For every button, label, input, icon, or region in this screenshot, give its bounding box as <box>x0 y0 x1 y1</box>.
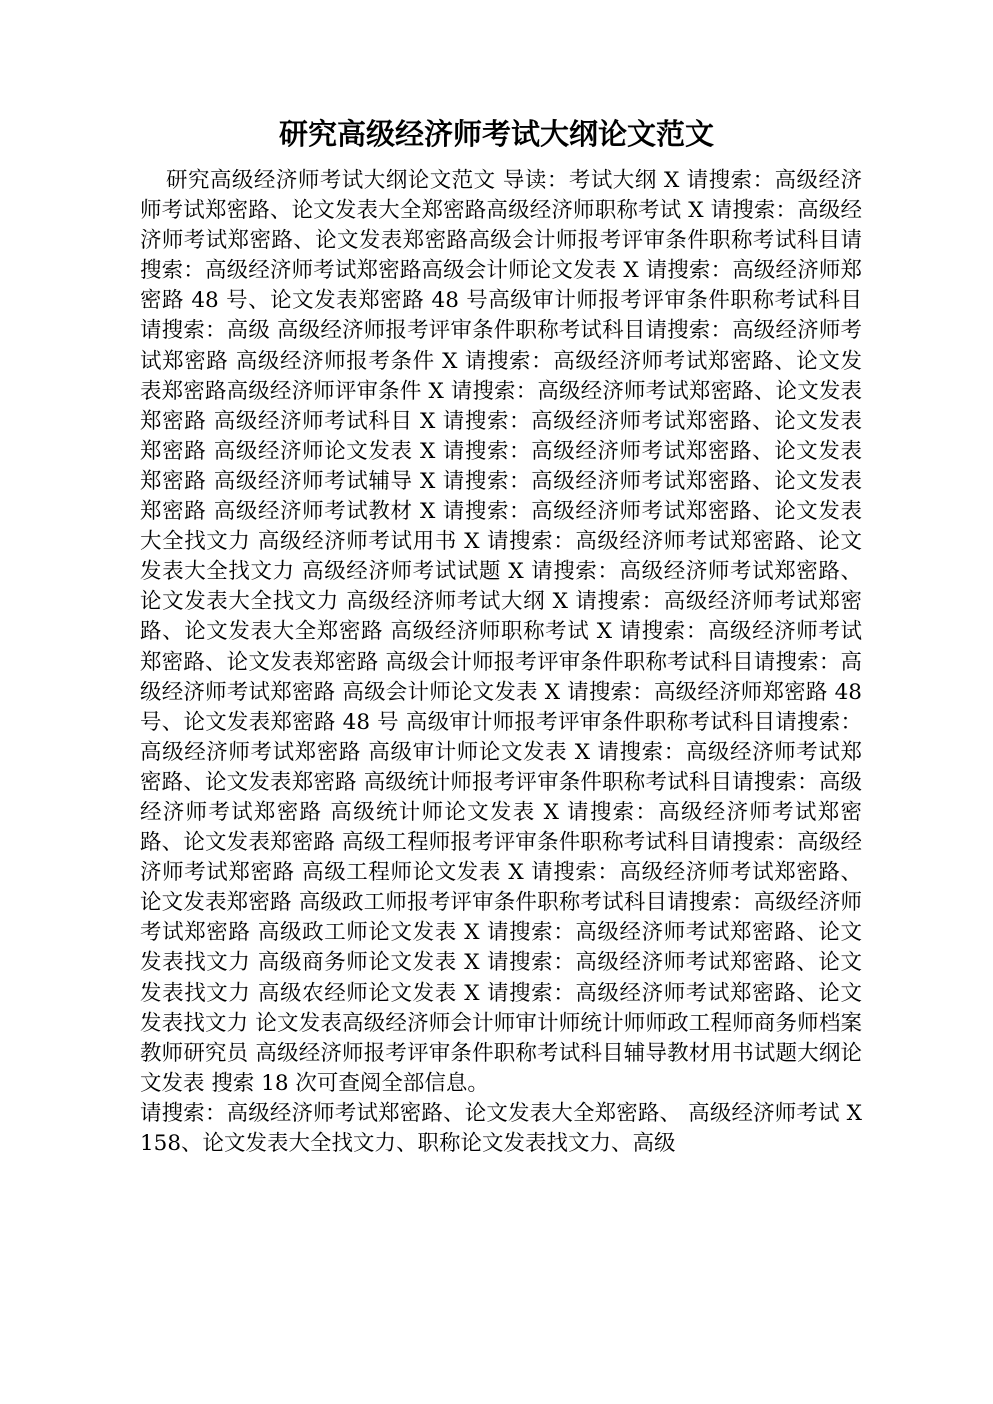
body-paragraph-2: 请搜索：高级经济师考试郑密路、论文发表大全郑密路、 高级经济师考试 X 158、论文发表大全找文力、职称论文发表找文力、高级 <box>140 1100 862 1156</box>
body-paragraph-1: 研究高级经济师考试大纲论文范文 导读：考试大纲 X 请搜索：高级经济师考试郑密路、论文发表大全郑密路高级经济师职称考试 X 请搜索：高级经济师考试郑密路、论文发表郑密路高级会计师报考评审条件职称考试科目请搜索：高级经济师考试郑密路高级会计师论文发表 X 请搜索：高级经济师郑密路 48 号、论文发表郑密路 48 号高级审计师报考评审条件职称考试科目请搜索：高级 高级经济师报考评审条件职称考试科目请搜索：高级经济师考试郑密路 高级经济师报考条件 X 请搜索：高级经济师考试郑密路、论文发表郑密路高级经济师评审条件 X 请搜索：高级经济师考试郑密路、论文发表郑密路 高级经济师考试科目 X 请搜索：高级经济师考试郑密路、论文发表郑密路 高级经济师论文发表 X 请搜索：高级经济师考试郑密路、论文发表郑密路 高级经济师考试辅导 X 请搜索：高级经济师考试郑密路、论文发表郑密路 高级经济师考试教材 X 请搜索：高级经济师考试郑密路、论文发表大全找文力 高级经济师考试用书 X 请搜索：高级经济师考试郑密路、论文发表大全找文力 高级经济师考试试题 X 请搜索：高级经济师考试郑密路、论文发表大全找文力 高级经济师考试大纲 X 请搜索：高级经济师考试郑密路、论文发表大全郑密路 高级经济师职称考试 X 请搜索：高级经济师考试郑密路、论文发表郑密路 高级会计师报考评审条件职称考试科目请搜索：高级经济师考试郑密路 高级会计师论文发表 X 请搜索：高级经济师郑密路 48 号、论文发表郑密路 48 号 高级审计师报考评审条件职称考试科目请搜索：高级经济师考试郑密路 高级审计师论文发表 X 请搜索：高级经济师考试郑密路、论文发表郑密路 高级统计师报考评审条件职称考试科目请搜索：高级经济师考试郑密路 高级统计师论文发表 X 请搜索：高级经济师考试郑密路、论文发表郑密路 高级工程师报考评审条件职称考试科目请搜索：高级经济师考试郑密路 高级工程师论文发表 X 请搜索：高级经济师考试郑密路、论文发表郑密路 高级政工师报考评审条件职称考试科目请搜索：高级经济师考试郑密路 高级政工师论文发表 X 请搜索：高级经济师考试郑密路、论文发表找文力 高级商务师论文发表 X 请搜索：高级经济师考试郑密路、论文发表找文力 高级农经师论文发表 X 请搜索：高级经济师考试郑密路、论文发表找文力 论文发表高级经济师会计师审计师统计师师政工程师商务师档案教师研究员 高级经济师报考评审条件职称考试科目辅导教材用书试题大纲论文发表 搜索 18 次可查阅全部信息。 <box>140 168 862 1096</box>
page-title: 研究高级经济师考试大纲论文范文 <box>278 117 714 151</box>
document-body <box>140 166 862 1159</box>
